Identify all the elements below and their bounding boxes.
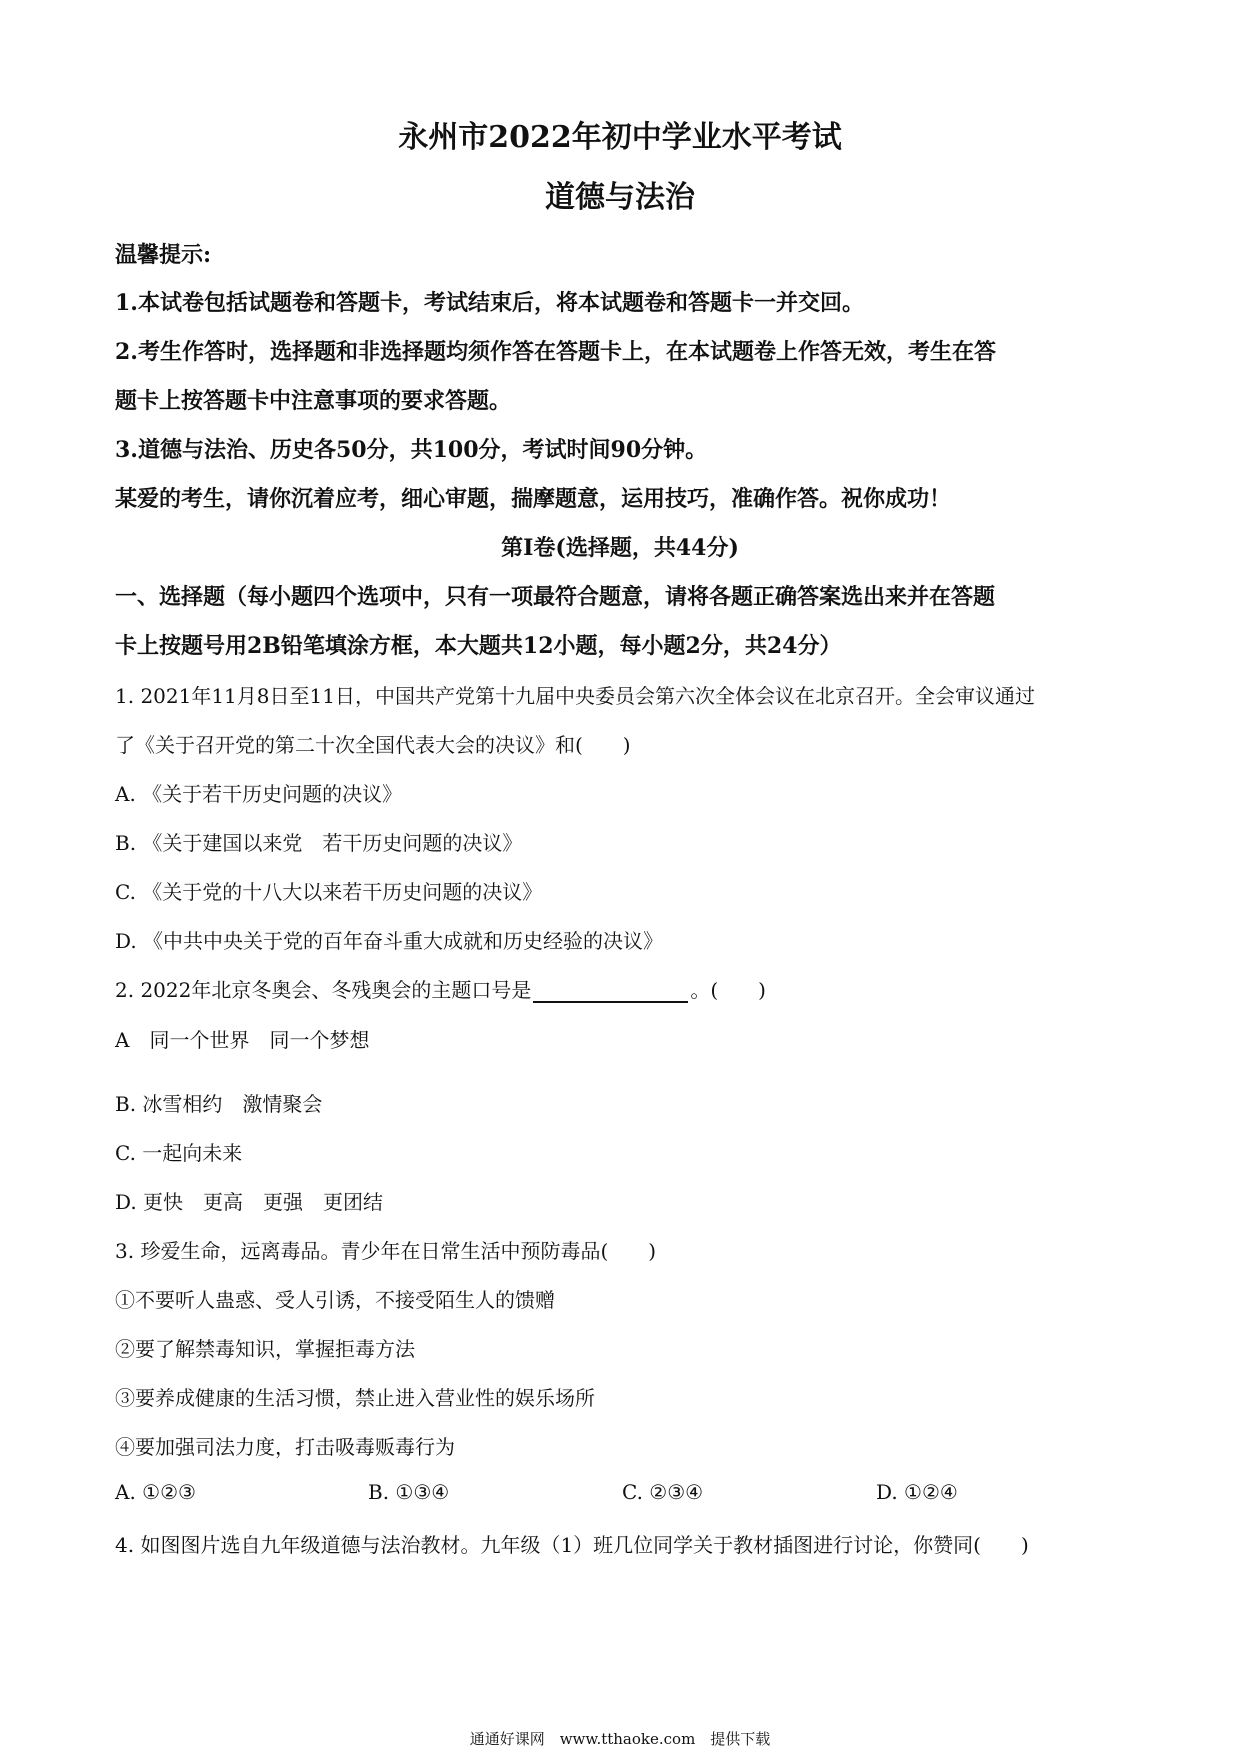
- q3-option-c: C. ②③④: [622, 1480, 704, 1504]
- q3-statement-1: ①不要听人蛊惑、受人引诱，不接受陌生人的馈赠: [115, 1288, 555, 1312]
- q3-option-b: B. ①③④: [368, 1480, 450, 1504]
- question-1-line-1: 1. 2021年11月8日至11日，中国共产党第十九届中央委员会第六次全体会议在北京召开。全会审议通过: [115, 684, 1035, 708]
- q1-option-c: C. 《关于党的十八大以来若干历史问题的决议》: [115, 880, 543, 904]
- part-instructions-line-1: 一、选择题（每小题四个选项中，只有一项最符合题意，请将各题正确答案选出来并在答题: [115, 584, 996, 610]
- tip-3: 3.道德与法治、历史各50分，共100分，考试时间90分钟。: [115, 437, 708, 463]
- tips-heading: 温馨提示:: [115, 242, 212, 268]
- q2-option-c: C. 一起向未来: [115, 1141, 243, 1165]
- tip-wish: 某爱的考生，请你沉着应考，细心审题，揣摩题意，运用技巧，准确作答。祝你成功！: [115, 486, 952, 512]
- q2-stem-after: 。( ): [690, 978, 766, 1002]
- q2-stem-before: 2. 2022年北京冬奥会、冬残奥会的主题口号是: [115, 978, 532, 1002]
- q3-statement-4: ④要加强司法力度，打击吸毒贩毒行为: [115, 1435, 455, 1459]
- q2-option-d: D. 更快 更高 更强 更团结: [115, 1190, 384, 1214]
- q1-option-b: B. 《关于建国以来党 若干历史问题的决议》: [115, 831, 523, 855]
- question-4-stem: 4. 如图图片选自九年级道德与法治教材。九年级（1）班几位同学关于教材插图进行讨论，你赞同( ): [115, 1533, 1029, 1557]
- exam-title: 永州市2022年初中学业水平考试: [398, 120, 842, 155]
- tip-2-line-1: 2.考生作答时，选择题和非选择题均须作答在答题卡上，在本试题卷上作答无效，考生在答: [115, 339, 996, 365]
- volume-title: 第Ⅰ卷(选择题，共44分): [501, 535, 739, 561]
- exam-subject: 道德与法治: [545, 180, 695, 215]
- q3-statement-2: ②要了解禁毒知识，掌握拒毒方法: [115, 1337, 415, 1361]
- q3-option-a: A. ①②③: [115, 1480, 196, 1504]
- q3-option-d: D. ①②④: [876, 1480, 958, 1504]
- q3-options-row: [0, 1480, 1240, 1510]
- question-3-stem: 3. 珍爱生命，远离毒品。青少年在日常生活中预防毒品( ): [115, 1239, 657, 1263]
- part-instructions-line-2: 卡上按题号用2B铅笔填涂方框，本大题共12小题，每小题2分，共24分）: [115, 633, 842, 659]
- tip-1: 1.本试卷包括试题卷和答题卡，考试结束后，将本试题卷和答题卡一并交回。: [115, 290, 864, 316]
- q2-option-b: B. 冰雪相约 激情聚会: [115, 1092, 323, 1116]
- q2-option-a: A 同一个世界 同一个梦想: [115, 1028, 370, 1052]
- q2-answer-blank: [533, 981, 688, 1003]
- q1-option-a: A. 《关于若干历史问题的决议》: [115, 782, 403, 806]
- footer-credit: 通通好课网 www.tthaoke.com 提供下载: [469, 1730, 771, 1748]
- tip-2-line-2: 题卡上按答题卡中注意事项的要求答题。: [115, 388, 512, 414]
- question-2-stem: [115, 974, 766, 1003]
- question-1-line-2: 了《关于召开党的第二十次全国代表大会的决议》和( ): [115, 733, 631, 757]
- q3-statement-3: ③要养成健康的生活习惯，禁止进入营业性的娱乐场所: [115, 1386, 595, 1410]
- q1-option-d: D. 《中共中央关于党的百年奋斗重大成就和历史经验的决议》: [115, 929, 664, 953]
